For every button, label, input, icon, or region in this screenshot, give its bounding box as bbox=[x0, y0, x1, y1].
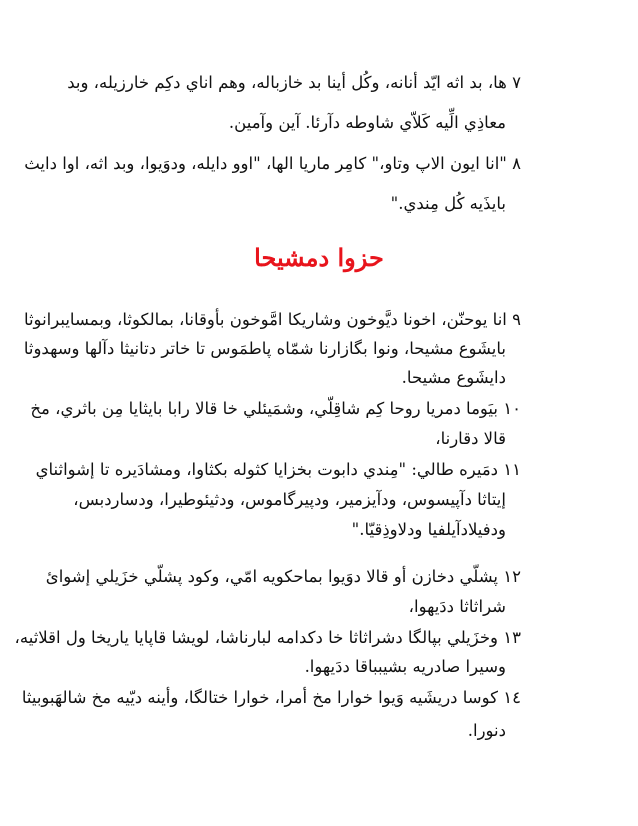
verse-11-line-3: ودفيلادآيلفيا ودلاوذِقيّا." bbox=[351, 520, 506, 539]
verse-12-line-2: شراثاثا ددَيهوا، bbox=[408, 597, 506, 616]
verse-14-line-1: ١٤ كوسا دريشَيه وَيوا خوارا مخ أمرا، خوارا ختالگا، وأينه ديّيه مخ شالهَبوبيثا bbox=[21, 688, 521, 707]
verse-13-line-2: وسيرا صادريه بشيبباقا ددَيهوا. bbox=[304, 657, 506, 676]
verse-9-line-2: بايشَوع مشيحا، ونوا بگازارنا شمّاه پاطمَوس تا خاتر دتانيثا دآلها وسهدوثا bbox=[23, 339, 506, 358]
verse-12-line-1: ١٢ پشلّي دخازن أو قالا دوَيوا بماحكويه امّي، وكود پشلّي خزَيلي إشوائ bbox=[45, 567, 521, 586]
verse-8-line-2: بايذَيه كُل مِندي." bbox=[390, 194, 506, 213]
verse-8-line-1: ٨ "انا ايون الاپ وتاو،" كامِر ماريا الها، "اوو دايله، ودوَيوا، وبد اثه، اوا دايث bbox=[24, 154, 521, 173]
verse-13-line-1: ١٣ وخزَيلي بپالگا دشراثاثا خا دكدامه لبارناشا، لويشا قاپايا ياريخا ول اقلاثيه، bbox=[14, 628, 521, 647]
verse-11-line-1: ١١ دمَيره طالي: "مِندي دابوت بخزايا كثوله بكثاوا، ومشادَيره تا إشواثناي bbox=[35, 460, 521, 479]
verse-11-line-2: إيتاثا دآپيسوس، ودآيزمير، ودپيرگاموس، ودثيئوطيرا، ودساردبس، bbox=[73, 490, 506, 509]
verse-9-line-1: ٩ انا يوحنّن، اخونا ديَّوخون وشاريكا امَّوخون بأوقانا، بمالكوثا، وبمسايبرانوثا bbox=[23, 310, 521, 329]
verse-7-line-1: ٧ ها، بد اثه ايّد أنانه، وكُل أينا بد خازباله، وهم اناي دكِم خارزيله، وبد bbox=[67, 73, 521, 92]
verse-14-line-2: دنورا. bbox=[467, 721, 506, 740]
verse-10-line-2: قالا دقارنا، bbox=[435, 429, 506, 448]
verse-7-line-2: معاذِي الِّيه كَلاّي شاوطه دآرئا. آين وآمين. bbox=[228, 113, 506, 132]
verse-10-line-1: ١٠ بيَوما دمريا روحا كِم شاقِلّي، وشمَيئلي خا قالا رابا بايثايا مِن باثري، مخ bbox=[30, 399, 521, 418]
verse-9-line-3: دايشَوع مشيحا. bbox=[401, 368, 506, 387]
section-heading: حزوا دمشيحا bbox=[254, 243, 384, 272]
